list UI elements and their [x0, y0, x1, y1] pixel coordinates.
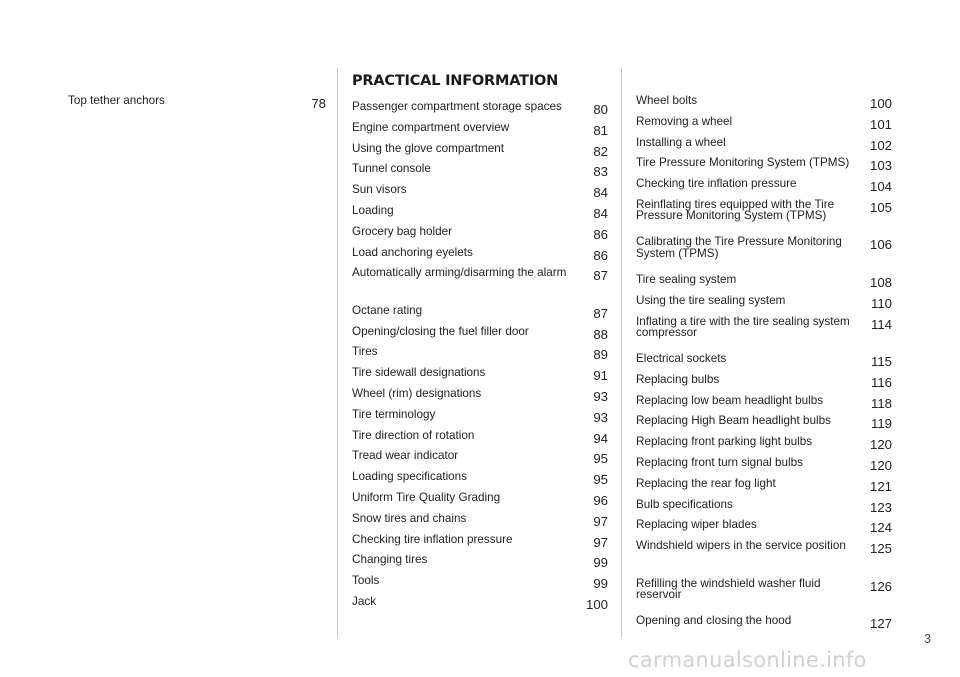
- toc-entry[interactable]: [352, 119, 608, 140]
- toc-entry[interactable]: [352, 343, 608, 364]
- toc-entry-title: Octane rating: [352, 303, 423, 317]
- toc-entry-title: Automatically arming/disarming the alarm: [352, 266, 567, 280]
- toc-entry-title: Electrical sockets: [636, 352, 727, 366]
- toc-entry[interactable]: [636, 154, 892, 175]
- toc-entry-title: Calibrating the Tire Pressure Monitoring System (TPMS): [636, 235, 842, 260]
- toc-entry[interactable]: [636, 175, 892, 196]
- toc-entry[interactable]: [636, 371, 892, 392]
- toc-entry[interactable]: [352, 302, 608, 323]
- toc-entry-page: 102: [869, 137, 892, 153]
- toc-entry[interactable]: [352, 489, 608, 510]
- toc-entry-page: 100: [869, 96, 892, 111]
- toc-entry-page: 99: [593, 576, 608, 592]
- toc-entry-page: 80: [593, 102, 608, 117]
- toc-entry-page: 99: [593, 555, 608, 571]
- toc-entry-title: Grocery bag holder: [352, 224, 453, 238]
- toc-entry-page: 83: [593, 164, 608, 180]
- toc-entry[interactable]: [352, 385, 608, 406]
- toc-entry-title: Tires: [352, 345, 378, 359]
- toc-entry-page: 120: [869, 437, 892, 453]
- toc-entry-title: Tire sidewall designations: [352, 366, 486, 380]
- toc-entry[interactable]: [352, 593, 608, 614]
- toc-entry-title: Replacing the rear fog light: [636, 476, 776, 490]
- toc-entry-page: 106: [869, 237, 892, 253]
- toc-column-middle: [352, 71, 608, 614]
- toc-column-right: [636, 92, 892, 633]
- toc-entry-title: Tire sealing system: [636, 272, 737, 286]
- toc-entry[interactable]: [636, 454, 892, 475]
- toc-entry-title: Using the tire sealing system: [636, 293, 786, 307]
- toc-entry-page: 91: [593, 368, 608, 384]
- toc-entry[interactable]: [68, 92, 326, 113]
- toc-entry[interactable]: [352, 427, 608, 448]
- toc-entry[interactable]: [352, 181, 608, 202]
- toc-entry-page: 120: [869, 458, 892, 474]
- toc-entry-title: Changing tires: [352, 553, 428, 567]
- toc-entry[interactable]: [636, 350, 892, 371]
- toc-entry[interactable]: [352, 406, 608, 427]
- toc-entry-page: 95: [593, 472, 608, 488]
- column-divider-left: [337, 68, 338, 638]
- toc-entry-title: Inflating a tire with the tire sealing system compressor: [636, 314, 850, 340]
- toc-entry[interactable]: [352, 140, 608, 161]
- toc-entry-page: 116: [870, 374, 892, 390]
- toc-entry[interactable]: [636, 134, 892, 155]
- toc-entry-title: Checking tire inflation pressure: [636, 177, 797, 191]
- toc-entry-page: 104: [869, 179, 892, 195]
- toc-entry-title: Checking tire inflation pressure: [352, 532, 513, 546]
- section-title: PRACTICAL INFORMATION: [352, 73, 559, 89]
- toc-entry-page: 118: [870, 395, 892, 411]
- toc-entry-page: 95: [593, 451, 608, 467]
- toc-entry-title: Replacing High Beam headlight bulbs: [636, 414, 831, 428]
- toc-entry[interactable]: [636, 412, 892, 433]
- toc-entry[interactable]: [636, 612, 892, 633]
- toc-entry-title: Replacing front turn signal bulbs: [636, 456, 803, 470]
- toc-entry-page: 127: [869, 616, 892, 632]
- toc-entry-title: Installing a wheel: [636, 135, 726, 149]
- toc-entry[interactable]: [636, 475, 892, 496]
- toc-entry[interactable]: [636, 233, 892, 271]
- toc-entry-title: Tools: [352, 574, 380, 588]
- toc-entry-page: 81: [593, 122, 608, 138]
- toc-entry-page: 100: [585, 597, 608, 613]
- toc-entry[interactable]: [352, 510, 608, 531]
- toc-list: [68, 92, 326, 113]
- toc-entry-page: 115: [870, 354, 892, 370]
- toc-entry[interactable]: [636, 113, 892, 134]
- toc-entry-page: 88: [593, 326, 608, 342]
- toc-entry-title: Wheel (rim) designations: [352, 387, 482, 401]
- toc-entry[interactable]: [636, 516, 892, 537]
- toc-entry-title: Opening/closing the fuel filler door: [352, 324, 529, 338]
- toc-entry-page: 93: [593, 389, 608, 405]
- toc-entry-title: Wheel bolts: [636, 94, 698, 107]
- toc-entry[interactable]: [352, 531, 608, 552]
- toc-entry-page: 96: [593, 493, 608, 509]
- toc-entry-title: Sun visors: [352, 183, 407, 197]
- page-number: 3: [924, 632, 931, 646]
- toc-entry[interactable]: [636, 92, 892, 113]
- toc-entry[interactable]: [352, 160, 608, 181]
- toc-entry-page: 84: [593, 185, 608, 201]
- toc-entry[interactable]: [352, 468, 608, 489]
- watermark: carmanualsonline.info: [628, 648, 867, 672]
- toc-entry-title: Uniform Tire Quality Grading: [352, 491, 501, 505]
- toc-entry-title: Jack: [352, 595, 377, 609]
- toc-entry-title: Loading: [352, 203, 394, 217]
- toc-entry[interactable]: [636, 292, 892, 313]
- toc-entry[interactable]: [352, 202, 608, 223]
- toc-entry[interactable]: [636, 433, 892, 454]
- toc-entry-title: Engine compartment overview: [352, 120, 510, 134]
- toc-entry-page: 86: [593, 247, 608, 263]
- toc-entry-title: Tread wear indicator: [352, 449, 459, 463]
- toc-entry[interactable]: [352, 264, 608, 302]
- toc-entry-page: 86: [593, 226, 608, 242]
- toc-entry-page: 125: [869, 541, 892, 557]
- toc-entry-title: Opening and closing the hood: [636, 614, 792, 628]
- toc-entry-title: Passenger compartment storage spaces: [352, 100, 562, 113]
- toc-entry-title: Replacing bulbs: [636, 372, 720, 386]
- toc-entry[interactable]: [636, 196, 892, 234]
- toc-entry-title: Tire direction of rotation: [352, 428, 475, 442]
- toc-column-left: [68, 92, 326, 113]
- toc-entry-title: Load anchoring eyelets: [352, 245, 473, 259]
- toc-entry[interactable]: [636, 537, 892, 575]
- toc-entry[interactable]: [636, 575, 892, 613]
- toc-entry-title: Replacing front parking light bulbs: [636, 435, 813, 449]
- toc-entry-title: Tire terminology: [352, 407, 436, 421]
- toc-entry-title: Removing a wheel: [636, 114, 733, 128]
- toc-list: [636, 92, 892, 633]
- toc-entry-title: Windshield wipers in the service position: [636, 539, 846, 553]
- toc-entry-page: 97: [593, 513, 608, 529]
- toc-entry-page: 114: [870, 316, 892, 332]
- toc-entry-page: 110: [870, 295, 892, 311]
- toc-entry-page: 84: [593, 205, 608, 221]
- toc-entry-title: Loading specifications: [352, 470, 468, 484]
- toc-entry-page: 123: [869, 499, 892, 515]
- toc-entry-title: Refilling the windshield washer fluid reservoir: [636, 576, 821, 602]
- toc-entry[interactable]: [352, 364, 608, 385]
- toc-entry-page: 87: [593, 268, 608, 284]
- toc-entry-title: Replacing wiper blades: [636, 518, 757, 532]
- toc-entry[interactable]: [352, 223, 608, 244]
- toc-entry-page: 126: [869, 578, 892, 594]
- column-divider-right: [621, 68, 622, 638]
- toc-entry-title: Reinflating tires equipped with the Tire Pressure Monitoring System (TPMS): [636, 197, 835, 223]
- toc-entry[interactable]: [352, 244, 608, 265]
- toc-entry-title: Top tether anchors: [68, 94, 165, 107]
- toc-entry[interactable]: [352, 447, 608, 468]
- toc-entry[interactable]: [352, 572, 608, 593]
- toc-entry-title: Replacing low beam headlight bulbs: [636, 393, 824, 407]
- toc-entry-title: Tire Pressure Monitoring System (TPMS): [636, 156, 850, 170]
- toc-entry-page: 101: [869, 116, 892, 132]
- toc-entry-page: 103: [869, 158, 892, 174]
- toc-entry-title: Snow tires and chains: [352, 511, 467, 525]
- toc-entry-page: 94: [593, 430, 608, 446]
- toc-entry[interactable]: [636, 392, 892, 413]
- toc-entry-page: 78: [311, 96, 326, 111]
- toc-entry[interactable]: [352, 323, 608, 344]
- toc-list: [352, 98, 608, 614]
- toc-entry-page: 97: [593, 534, 608, 550]
- toc-entry-page: 108: [869, 274, 892, 290]
- toc-entry-page: 124: [869, 520, 892, 536]
- toc-entry[interactable]: [636, 271, 892, 292]
- toc-entry-page: 82: [593, 143, 608, 159]
- toc-entry-title: Tunnel console: [352, 162, 431, 176]
- toc-entry-page: 89: [593, 347, 608, 363]
- toc-entry[interactable]: [636, 313, 892, 351]
- toc-entry-page: 121: [869, 478, 892, 494]
- toc-entry[interactable]: [352, 551, 608, 572]
- toc-entry-title: Bulb specifications: [636, 497, 733, 511]
- toc-entry[interactable]: [352, 98, 608, 119]
- toc-entry-page: 119: [870, 416, 892, 432]
- toc-entry-page: 105: [869, 199, 892, 215]
- toc-entry[interactable]: [636, 496, 892, 517]
- toc-entry-title: Using the glove compartment: [352, 141, 505, 155]
- toc-entry-page: 93: [593, 409, 608, 425]
- toc-entry-page: 87: [593, 305, 608, 321]
